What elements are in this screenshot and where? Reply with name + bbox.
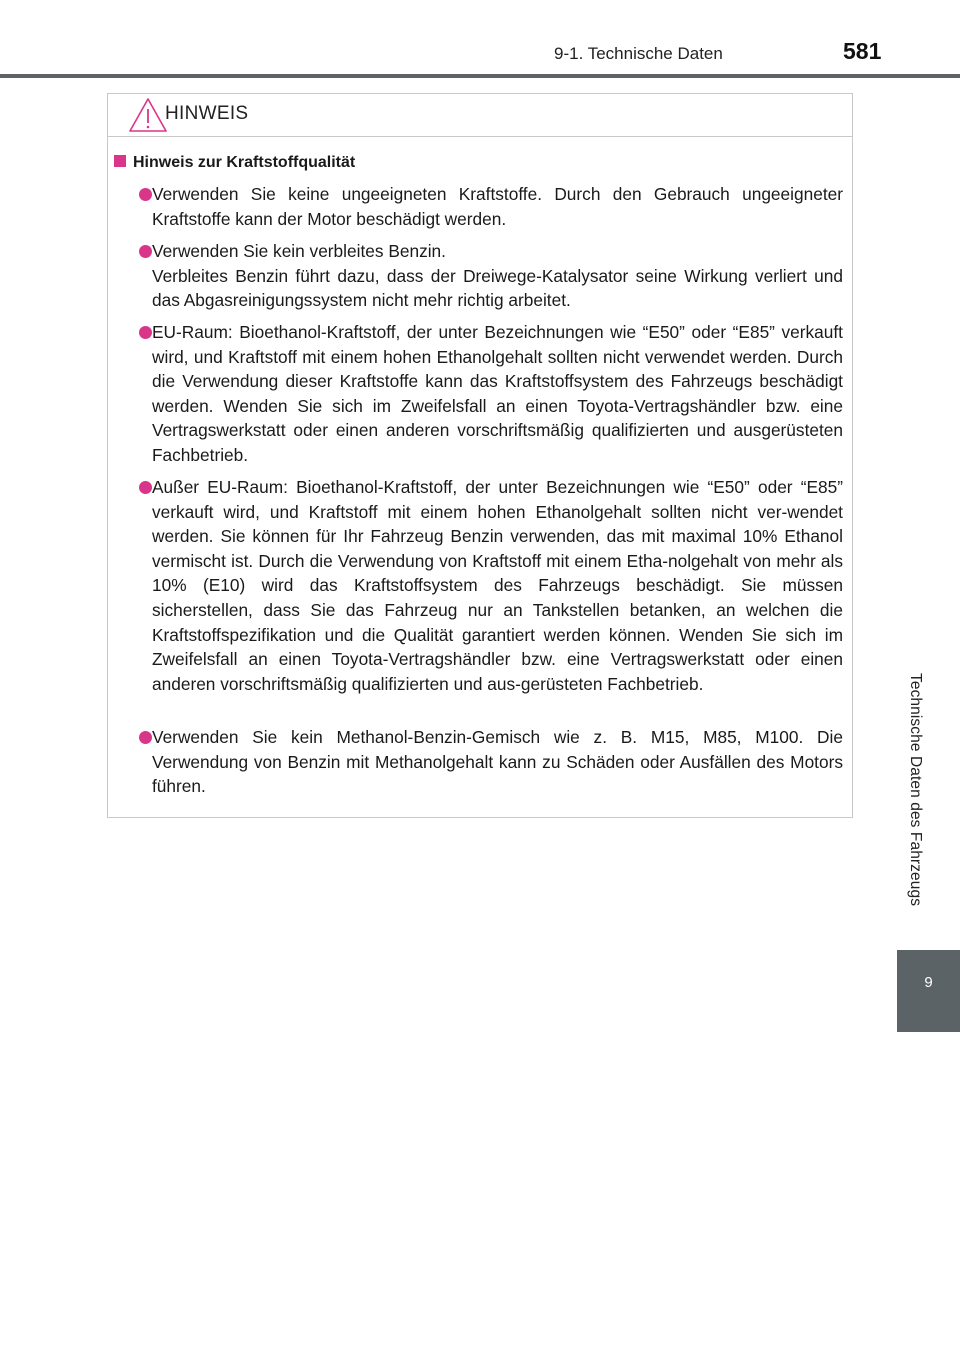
section-heading <box>114 154 355 172</box>
list-item <box>132 239 843 313</box>
notice-box <box>107 93 853 818</box>
page-number: 581 <box>843 38 882 64</box>
notice-header <box>108 94 852 137</box>
chapter-tab[interactable] <box>897 950 960 1032</box>
warning-triangle-icon <box>128 97 168 133</box>
list-item <box>132 725 843 799</box>
side-chapter-title <box>897 640 933 940</box>
section-heading-text: Hinweis zur Kraftstoffqualität <box>133 154 356 171</box>
side-chapter-title-text: Technische Daten des Fahrzeugs <box>907 673 924 907</box>
list-item-text: Außer EU-Raum: Bioethanol-Kraftstoff, der unter Bezeichnungen wie “E50” oder “E85” verkauft wird, und Kraftstoff mit einem hohen Ethanolgehalt sollten nicht ver-wendet werden. Sie können für Ihr Fahrzeug Benzin verwenden, das mit maximal 10% Ethanol vermischt ist. Durch die Verwendung von Kraftstoff mit einem Etha-nolgehalt von mehr als 10% (E10) wird das Kraftstoffsystem des Fahrzeugs beschädigt. Sie müssen sicherstellen, dass Sie das Fahrzeug nur an Tankstellen betanken, an welchen die Kraftstoffspezifikation und die Qualität garantiert werden können. Wenden Sie sich im Zweifelsfall an einen Toyota-Vertragshändler bzw. eine Vertragswerkstatt oder einen anderen vorschriftsmäßig qualifizierten und aus-gerüsteten Fachbetrieb. <box>152 477 843 694</box>
header-rule <box>0 74 960 78</box>
list-item-text: Verbleites Benzin führt dazu, dass der Dreiwege-Katalysator seine Wirkung verliert und das Abgasreinigungssystem nicht mehr richtig arbeitet. <box>152 265 843 311</box>
bullet-dot-icon <box>139 188 152 201</box>
square-bullet-icon <box>114 155 126 167</box>
bullet-dot-icon <box>139 245 152 258</box>
bullet-dot-icon <box>139 481 152 494</box>
bullet-dot-icon <box>139 731 152 744</box>
list-item-text: Verwenden Sie kein Methanol-Benzin-Gemisch wie z. B. M15, M85, M100. Die Verwendung von Benzin mit Methanolgehalt kann zu Schäden oder Ausfällen des Motors führen. <box>152 727 843 797</box>
chapter-number: 9 <box>924 974 933 991</box>
list-item-text: Verwenden Sie kein verbleites Benzin. <box>152 241 446 261</box>
notice-title: HINWEIS <box>165 103 249 124</box>
list-item-text: Verwenden Sie keine ungeeigneten Kraftstoffe. Durch den Gebrauch ungeeigneter Kraftstoffe kann der Motor beschädigt werden. <box>152 184 843 229</box>
list-item-text: EU-Raum: Bioethanol-Kraftstoff, der unter Bezeichnungen wie “E50” oder “E85” verkauft wird, und Kraftstoff mit einem hohen Ethanolgehalt sollten nicht verwendet werden. Durch die Verwendung dieser Kraftstoffe kann das Kraftstoffsystem des Fahrzeugs beschädigt werden. Wenden Sie sich im Zweifelsfall an einen Toyota-Vertragshändler bzw. eine Vertragswerkstatt oder einen anderen vorschriftsmäßig qualifizierten und ausgerüsteten Fachbetrieb. <box>152 322 843 465</box>
list-item <box>132 182 843 231</box>
list-item <box>132 320 843 468</box>
header-section-title: 9-1. Technische Daten <box>554 44 723 63</box>
list-item <box>132 475 843 696</box>
bullet-dot-icon <box>139 326 152 339</box>
